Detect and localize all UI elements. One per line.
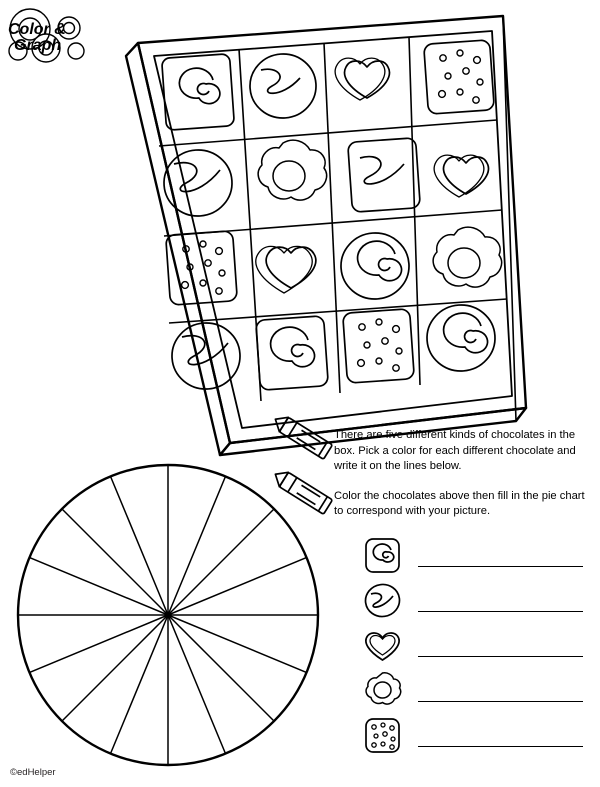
logo-text-line2: Graph bbox=[14, 37, 62, 54]
color-answer-line-1[interactable] bbox=[418, 566, 583, 567]
pie-chart[interactable] bbox=[8, 455, 328, 775]
crayon-upper bbox=[271, 412, 333, 459]
chocolate-box-illustration bbox=[108, 8, 538, 458]
dotted-square-chocolate-icon bbox=[360, 713, 405, 758]
list-item bbox=[360, 713, 590, 758]
legend-list bbox=[360, 533, 590, 758]
zigzag-round-chocolate-icon bbox=[360, 578, 405, 623]
color-and-graph-logo bbox=[6, 6, 92, 68]
pie-slice-lines bbox=[18, 465, 318, 765]
instruction-paragraph-1: There are five different kinds of chocolates in the box. Pick a color for each different chocolate and write it on the lines below. bbox=[334, 429, 576, 472]
heart-chocolate-icon bbox=[360, 623, 405, 668]
color-answer-line-3[interactable] bbox=[418, 656, 583, 657]
color-answer-line-2[interactable] bbox=[418, 611, 583, 612]
logo-text-line1: Color & bbox=[8, 21, 66, 38]
footer-credit: ©edHelper bbox=[10, 767, 56, 778]
list-item bbox=[360, 668, 590, 713]
list-item bbox=[360, 533, 590, 578]
instruction-paragraph-2: Color the chocolates above then fill in the pie chart to correspond with your picture. bbox=[334, 489, 585, 517]
color-answer-line-4[interactable] bbox=[418, 701, 583, 702]
swirl-square-chocolate-icon bbox=[360, 533, 405, 578]
list-item bbox=[360, 578, 590, 623]
list-item bbox=[360, 623, 590, 668]
color-answer-line-5[interactable] bbox=[418, 746, 583, 747]
flower-round-chocolate-icon bbox=[360, 668, 405, 713]
instructions-block bbox=[334, 428, 588, 534]
